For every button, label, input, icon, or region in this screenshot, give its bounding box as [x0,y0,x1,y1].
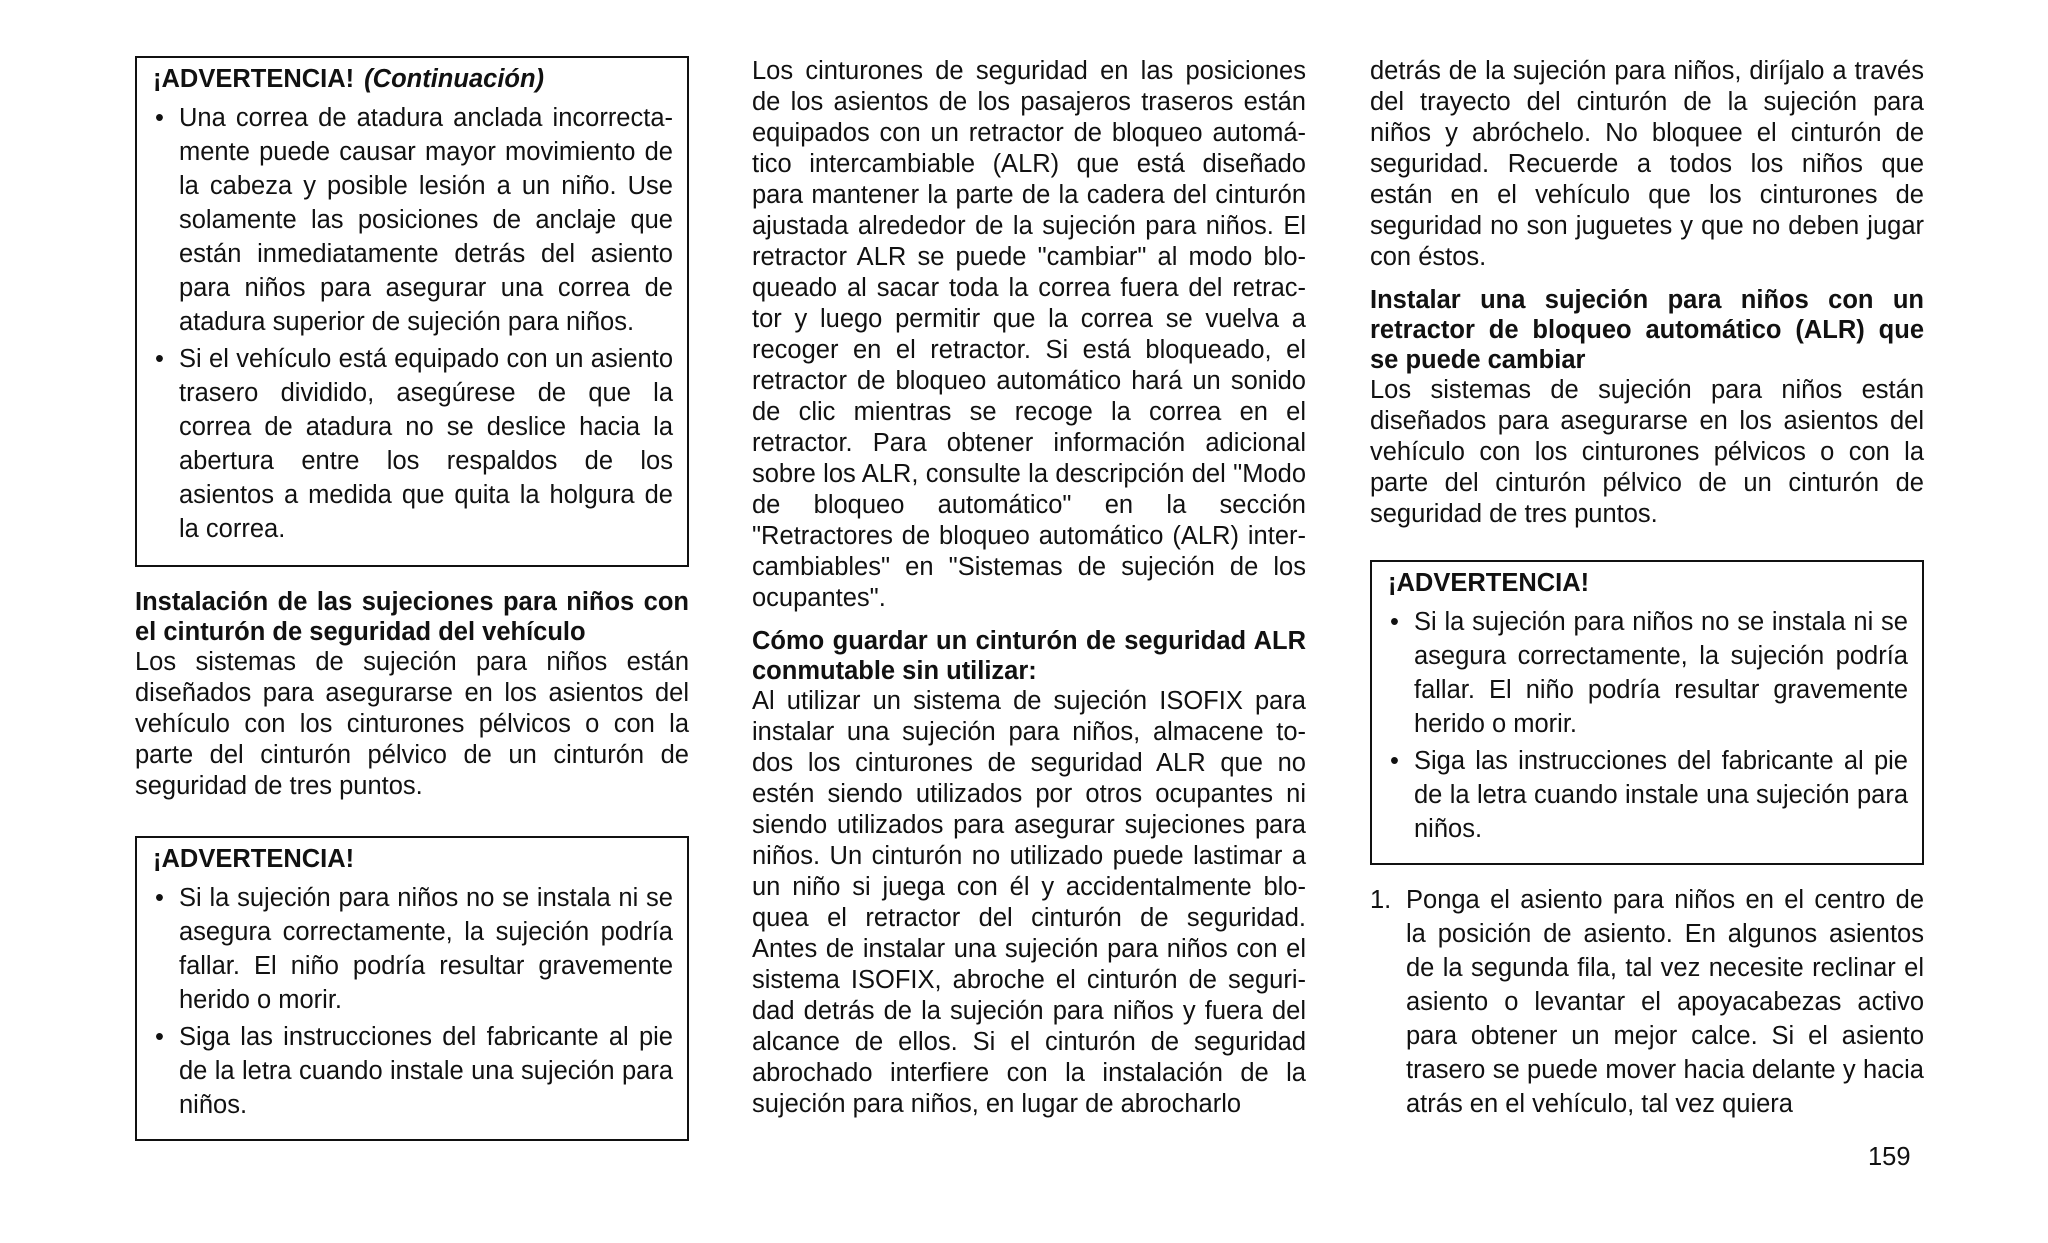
paragraph: detrás de la sujeción para niños, diríjalo a través del trayecto del cinturón de la sujeción para niños y abróchelo. No bloquee el cinturón de seguridad. Recuerde a todos los niños que están en el vehículo que los cinturones de seguridad no son juguetes y que no deben jugar con éstos. [1370,57,1924,271]
warning-bullet [153,101,673,339]
warning-bullet [1388,744,1908,846]
warning-title: ¡ADVERTENCIA! [1388,569,1590,597]
bullet-icon: • [1390,747,1399,775]
column-left [135,56,689,1141]
bullet-icon: • [155,104,164,132]
warning-bullet-text: Si la sujeción para niños no se instala ni se asegura correctamente, la sujeción podría fallar. El niño podría resultar gravemente herido o morir. [179,884,673,1014]
section-heading: Cómo guardar un cinturón de seguridad ALR conmutable sin utilizar: [752,627,1306,685]
warning-title [153,64,673,95]
warning-bullet-list [1388,605,1908,846]
warning-title: ¡ADVERTENCIA! [153,845,355,873]
warning-box [135,836,689,1141]
column-right [1370,56,1924,1121]
bullet-icon: • [155,345,164,373]
warning-bullet-text: Una correa de atadura anclada incorrecta-mente puede causar mayor movimiento de la cabeza y posible lesión a un niño. Use solamente las posiciones de anclaje que están inmediatamente detrás del asiento para niños para asegurar una correa de atadura superior de sujeción para niños. [179,104,673,336]
paragraph: Los sistemas de sujeción para niños están diseñados para asegurarse en los asientos del vehículo con los cinturones pélvicos o con la parte del cinturón pélvico de un cinturón de seguridad de tres puntos. [1370,376,1924,528]
warning-bullet [153,881,673,1017]
warning-title-suffix: (Continuación) [364,65,545,93]
warning-bullet [153,342,673,546]
warning-bullet-list [153,101,673,546]
warning-bullet [1388,605,1908,741]
paragraph: Al utilizar un sistema de sujeción ISOFIX para instalar una sujeción para niños, almacene to-dos los cinturones de seguridad ALR que no estén siendo utilizados por otros ocupantes ni siendo utilizados para asegurar sujeciones para niños. Un cinturón no utilizado puede lastimar a un niño si juega con él y accidentalmente blo-quea el retractor del cinturón de seguridad. Antes de instalar una sujeción para niños con el sistema ISOFIX, abroche el cinturón de seguri-dad detrás de la sujeción para niños y fuera del alcance de ellos. Si el cinturón de seguridad abrochado interfiere con la instalación de la sujeción para niños, en lugar de abrocharlo [752,687,1306,1118]
bullet-icon: • [155,1023,164,1051]
warning-bullet-text: Si el vehículo está equipado con un asiento trasero dividido, asegúrese de que la correa de atadura no se deslice hacia la abertura entre los respaldos de los asientos a medida que quita la holgura de la correa. [179,345,673,543]
section-heading: Instalar una sujeción para niños con un retractor de bloqueo automático (ALR) que se puede cambiar [1370,286,1924,374]
step-list [1370,883,1924,1121]
step-text: Ponga el asiento para niños en el centro de la posición de asiento. En algunos asientos de la segunda fila, tal vez necesite reclinar el asiento o levantar el apoyacabezas activo para obtener un mejor calce. Si el asiento trasero se puede mover hacia delante y hacia atrás en el vehículo, tal vez quiera [1406,886,1924,1118]
step-item [1370,883,1924,1121]
column-middle [752,56,1306,1120]
warning-bullet-text: Siga las instrucciones del fabricante al pie de la letra cuando instale una sujeción para niños. [179,1023,673,1119]
section-body: Los sistemas de sujeción para niños están diseñados para asegurarse en los asientos del vehículo con los cinturones pélvicos o con la parte del cinturón pélvico de un cinturón de seguridad de tres puntos. [135,648,689,800]
step-number: 1. [1370,886,1392,914]
bullet-icon: • [155,884,164,912]
page-number: 159 [1868,1143,1911,1171]
warning-bullet [153,1020,673,1122]
warning-box [1370,560,1924,865]
warning-box-continued [135,56,689,567]
warning-bullet-text: Si la sujeción para niños no se instala ni se asegura correctamente, la sujeción podría fallar. El niño podría resultar gravemente herido o morir. [1414,608,1908,738]
warning-bullet-list [153,881,673,1122]
section-heading: Instalación de las sujeciones para niños con el cinturón de seguridad del vehículo [135,588,689,646]
warning-title-text: ¡ADVERTENCIA! [153,65,355,93]
bullet-icon: • [1390,608,1399,636]
paragraph: Los cinturones de seguridad en las posiciones de los asientos de los pasajeros traseros están equipados con un retractor de bloqueo automá-tico intercambiable (ALR) que está diseñado para mantener la parte de la cadera del cinturón ajustada alrededor de la sujeción para niños. El retractor ALR se puede "cambiar" al modo blo-queado al sacar toda la correa fuera del retrac-tor y luego permitir que la correa se vuelva a recoger en el retractor. Si está bloqueado, el retractor de bloqueo automático hará un sonido de clic mientras se recoge la correa en el retractor. Para obtener información adicional sobre los ALR, consulte la descripción del "Modo de bloqueo automático" en la sección "Retractores de bloqueo automático (ALR) inter-cambiables" en "Sistemas de sujeción de los ocupantes". [752,57,1306,612]
warning-bullet-text: Siga las instrucciones del fabricante al pie de la letra cuando instale una sujeción para niños. [1414,747,1908,843]
